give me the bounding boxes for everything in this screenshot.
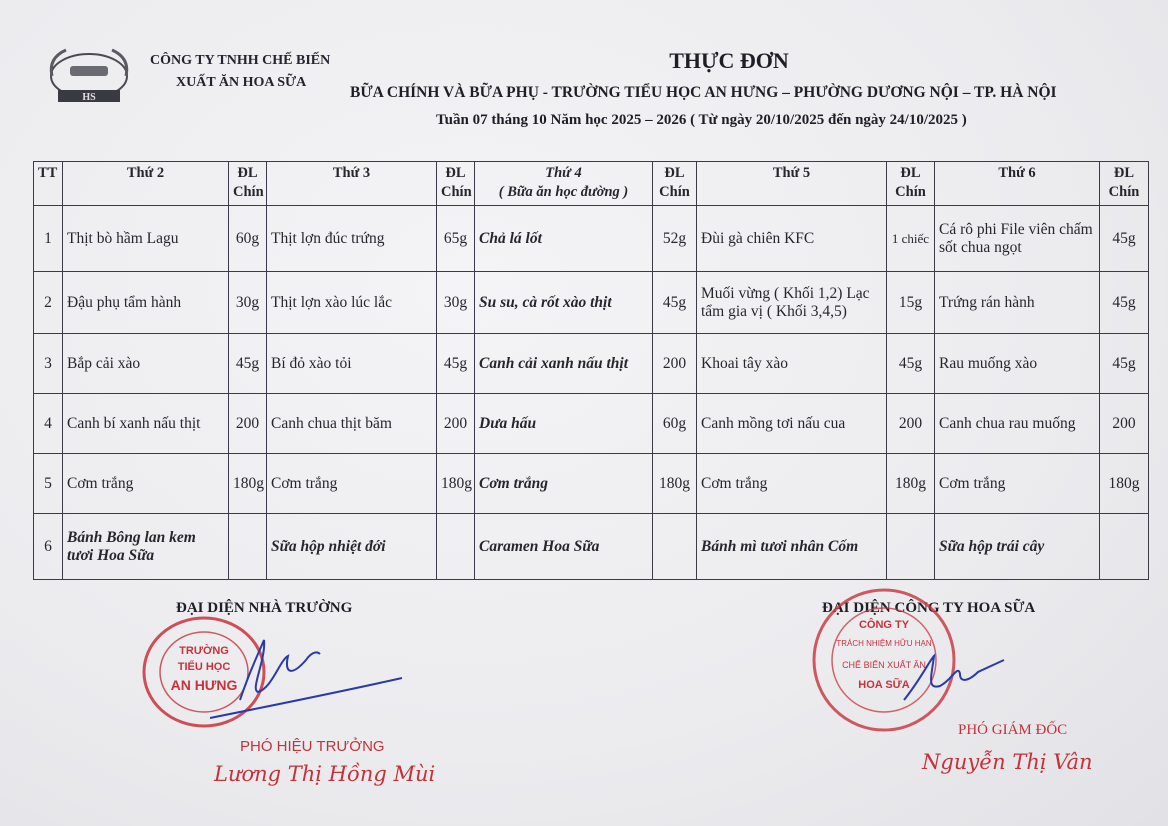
header-day6: Thứ 6 xyxy=(935,162,1100,206)
company-line-1: CÔNG TY TNHH CHẾ BIẾN xyxy=(150,53,331,68)
svg-text:TIỂU HỌC: TIỂU HỌC xyxy=(177,661,231,673)
header-day5: Thứ 5 xyxy=(697,162,887,206)
portion-day6: 45g xyxy=(1100,206,1149,272)
dish-day2: Canh bí xanh nấu thịt xyxy=(63,394,229,454)
portion-day4: 52g xyxy=(653,206,697,272)
table-row xyxy=(34,272,1149,334)
dish-day2: Cơm trắng xyxy=(63,454,229,514)
dish-day4: Caramen Hoa Sữa xyxy=(475,514,653,580)
dish-day5: Khoai tây xào xyxy=(697,334,887,394)
school-signer-role: PHÓ HIỆU TRƯỞNG xyxy=(240,738,385,755)
header-day2: Thứ 2 xyxy=(63,162,229,206)
header-row xyxy=(34,162,1149,206)
portion-day4: 60g xyxy=(653,394,697,454)
portion-day3: 180g xyxy=(437,454,475,514)
dish-day2: Bánh Bông lan kem tươi Hoa Sữa xyxy=(63,514,229,580)
portion-day2: 30g xyxy=(229,272,267,334)
portion-day6: 200 xyxy=(1100,394,1149,454)
logo-text: HS xyxy=(82,92,96,103)
dish-day5: Đùi gà chiên KFC xyxy=(697,206,887,272)
header-qty-day6: ĐL Chín xyxy=(1100,162,1149,206)
svg-text:AN HƯNG: AN HƯNG xyxy=(170,677,238,693)
company-line-2: XUẤT ĂN HOA SỮA xyxy=(176,75,307,90)
table-row xyxy=(34,334,1149,394)
dish-day3: Thịt lợn xào lúc lắc xyxy=(267,272,437,334)
table-row xyxy=(34,394,1149,454)
header-qty-day5: ĐL Chín xyxy=(887,162,935,206)
portion-day6: 45g xyxy=(1100,334,1149,394)
header-day3: Thứ 3 xyxy=(267,162,437,206)
portion-day5 xyxy=(887,514,935,580)
portion-day4 xyxy=(653,514,697,580)
portion-day3: 65g xyxy=(437,206,475,272)
portion-day3: 30g xyxy=(437,272,475,334)
dish-day3: Sữa hộp nhiệt đới xyxy=(267,514,437,580)
company-representative-title: ĐẠI DIỆN CÔNG TY HOA SỮA xyxy=(822,600,1036,616)
dish-day2: Bắp cải xào xyxy=(63,334,229,394)
menu-table xyxy=(33,161,1149,580)
row-number: 5 xyxy=(34,454,63,514)
school-signer-name: Lương Thị Hồng Mùi xyxy=(214,762,436,786)
portion-day2: 60g xyxy=(229,206,267,272)
portion-day5: 45g xyxy=(887,334,935,394)
dish-day4: Cơm trắng xyxy=(475,454,653,514)
dish-day6: Trứng rán hành xyxy=(935,272,1100,334)
portion-day3: 200 xyxy=(437,394,475,454)
svg-text:CÔNG TY: CÔNG TY xyxy=(858,619,910,631)
dish-day4: Su su, cà rốt xào thịt xyxy=(475,272,653,334)
dish-day5: Muối vừng ( Khối 1,2) Lạc tẩm gia vị ( Khối 3,4,5) xyxy=(697,272,887,334)
dish-day3: Bí đỏ xào tỏi xyxy=(267,334,437,394)
portion-day6: 180g xyxy=(1100,454,1149,514)
portion-day3: 45g xyxy=(437,334,475,394)
portion-day6 xyxy=(1100,514,1149,580)
dish-day6: Sữa hộp trái cây xyxy=(935,514,1100,580)
svg-text:TRÁCH NHIỆM HỮU HẠN: TRÁCH NHIỆM HỮU HẠN xyxy=(836,639,932,648)
portion-day4: 200 xyxy=(653,334,697,394)
dish-day5: Canh mồng tơi nấu cua xyxy=(697,394,887,454)
header-day4: Thứ 4 ( Bữa ăn học đường ) xyxy=(475,162,653,206)
portion-day2: 45g xyxy=(229,334,267,394)
school-representative-title: ĐẠI DIỆN NHÀ TRƯỜNG xyxy=(176,600,353,616)
header-qty-day4: ĐL Chín xyxy=(653,162,697,206)
week-range: Tuần 07 tháng 10 Năm học 2025 – 2026 ( Từ ngày 20/10/2025 đến ngày 24/10/2025 ) xyxy=(436,112,967,128)
svg-text:TRƯỜNG: TRƯỜNG xyxy=(179,645,229,657)
dish-day6: Canh chua rau muống xyxy=(935,394,1100,454)
company-signature xyxy=(900,650,1010,710)
row-number: 2 xyxy=(34,272,63,334)
row-number: 3 xyxy=(34,334,63,394)
school-signature xyxy=(177,630,410,720)
dish-day4: Chả lá lốt xyxy=(475,206,653,272)
dish-day6: Cơm trắng xyxy=(935,454,1100,514)
portion-day3 xyxy=(437,514,475,580)
dish-day3: Thịt lợn đúc trứng xyxy=(267,206,437,272)
dish-day3: Canh chua thịt băm xyxy=(267,394,437,454)
table-row xyxy=(34,514,1149,580)
menu-body xyxy=(34,206,1149,580)
portion-day2: 180g xyxy=(229,454,267,514)
portion-day4: 45g xyxy=(653,272,697,334)
dish-day4: Canh cải xanh nấu thịt xyxy=(475,334,653,394)
portion-day4: 180g xyxy=(653,454,697,514)
dish-day3: Cơm trắng xyxy=(267,454,437,514)
portion-day6: 45g xyxy=(1100,272,1149,334)
portion-day5: 15g xyxy=(887,272,935,334)
dish-day6: Rau muống xào xyxy=(935,334,1100,394)
dish-day5: Cơm trắng xyxy=(697,454,887,514)
portion-day5: 200 xyxy=(887,394,935,454)
portion-day2 xyxy=(229,514,267,580)
dish-day6: Cá rô phi File viên chấm sốt chua ngọt xyxy=(935,206,1100,272)
company-signer-role: PHÓ GIÁM ĐỐC xyxy=(958,722,1068,738)
document-subtitle: BỮA CHÍNH VÀ BỮA PHỤ - TRƯỜNG TIỂU HỌC AN HƯNG – PHƯỜNG DƯƠNG NỘI – TP. HÀ NỘI xyxy=(350,84,1057,101)
portion-day2: 200 xyxy=(229,394,267,454)
company-signer-name: Nguyễn Thị Vân xyxy=(922,750,1093,774)
svg-text:CHẾ BIẾN XUẤT ĂN: CHẾ BIẾN XUẤT ĂN xyxy=(842,660,926,670)
header-qty-day3: ĐL Chín xyxy=(437,162,475,206)
table-row xyxy=(34,206,1149,272)
portion-day5: 180g xyxy=(887,454,935,514)
dish-day5: Bánh mì tươi nhân Cốm xyxy=(697,514,887,580)
dish-day2: Đậu phụ tẩm hành xyxy=(63,272,229,334)
header-tt: TT xyxy=(34,162,63,206)
dish-day4: Dưa hấu xyxy=(475,394,653,454)
header-qty-day2: ĐL Chín xyxy=(229,162,267,206)
dish-day2: Thịt bò hầm Lagu xyxy=(63,206,229,272)
svg-text:HOA SỮA: HOA SỮA xyxy=(858,679,910,691)
table-row xyxy=(34,454,1149,514)
row-number: 1 xyxy=(34,206,63,272)
document-title: THỰC ĐƠN xyxy=(669,48,789,73)
portion-day5: 1 chiếc xyxy=(887,206,935,272)
row-number: 6 xyxy=(34,514,63,580)
row-number: 4 xyxy=(34,394,63,454)
